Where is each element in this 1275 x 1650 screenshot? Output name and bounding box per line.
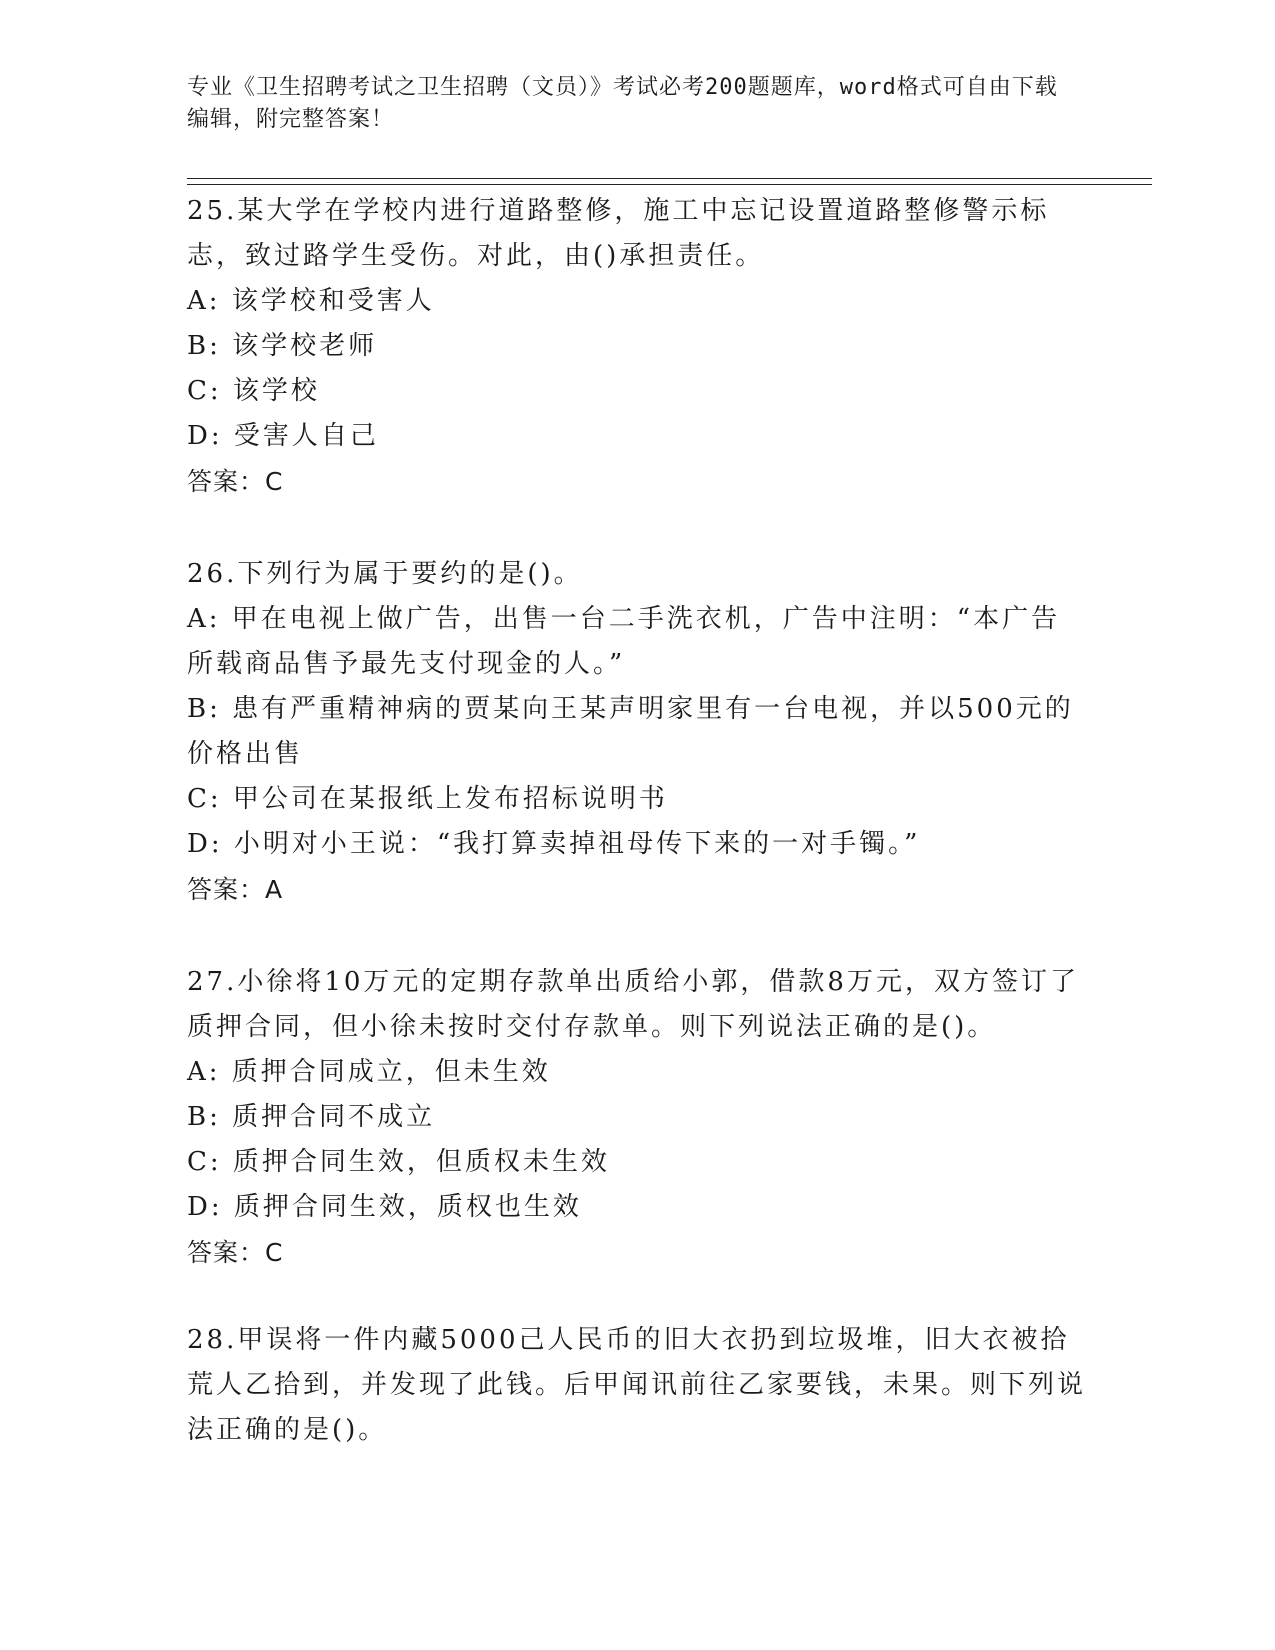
option-a: A: 质押合同成立，但未生效 — [187, 1057, 551, 1087]
option-d: D: 小明对小王说：“我打算卖掉祖母传下来的一对手镯。” — [187, 829, 921, 859]
question-stem: 25.某大学在学校内进行道路整修，施工中忘记设置道路整修警示标志，致过路学生受伤。对此，由()承担责任。 — [187, 196, 1050, 271]
option-a: A: 甲在电视上做广告，出售一台二手洗衣机，广告中注明：“本广告所载商品售予最先支付现金的人。” — [187, 604, 1061, 679]
option-b: B: 患有严重精神病的贾某向王某声明家里有一台电视，并以500元的价格出售 — [187, 694, 1074, 769]
question-stem: 28.甲误将一件内藏5000己人民币的旧大衣扔到垃圾堆，旧大衣被拾荒人乙拾到，并发现了此钱。后甲闻讯前往乙家要钱，未果。则下列说法正确的是()。 — [187, 1325, 1087, 1445]
option-d: D: 受害人自己 — [187, 421, 379, 451]
answer-line: 答案：A — [187, 875, 284, 904]
option-b: B: 该学校老师 — [187, 331, 378, 361]
header-divider-top — [187, 178, 1152, 179]
option-d: D: 质押合同生效，质权也生效 — [187, 1192, 582, 1222]
answer-line: 答案：C — [187, 1238, 284, 1267]
question-28 — [187, 1318, 1087, 1453]
option-c: C: 该学校 — [187, 376, 320, 406]
option-c: C: 甲公司在某报纸上发布招标说明书 — [187, 784, 668, 814]
document-header: 专业《卫生招聘考试之卫生招聘（文员）》考试必考200题题库，word格式可自由下载编辑，附完整答案！ — [187, 75, 1058, 132]
question-stem: 26.下列行为属于要约的是()。 — [187, 559, 583, 589]
header-divider-bottom — [187, 184, 1152, 185]
option-a: A: 该学校和受害人 — [187, 286, 435, 316]
question-26 — [187, 552, 1087, 912]
question-stem: 27.小徐将10万元的定期存款单出质给小郭，借款8万元，双方签订了质押合同，但小徐未按时交付存款单。则下列说法正确的是()。 — [187, 967, 1079, 1042]
option-c: C: 质押合同生效，但质权未生效 — [187, 1147, 610, 1177]
option-b: B: 质押合同不成立 — [187, 1102, 436, 1132]
question-27 — [187, 960, 1087, 1275]
question-25 — [187, 189, 1087, 504]
answer-line: 答案：C — [187, 467, 284, 496]
